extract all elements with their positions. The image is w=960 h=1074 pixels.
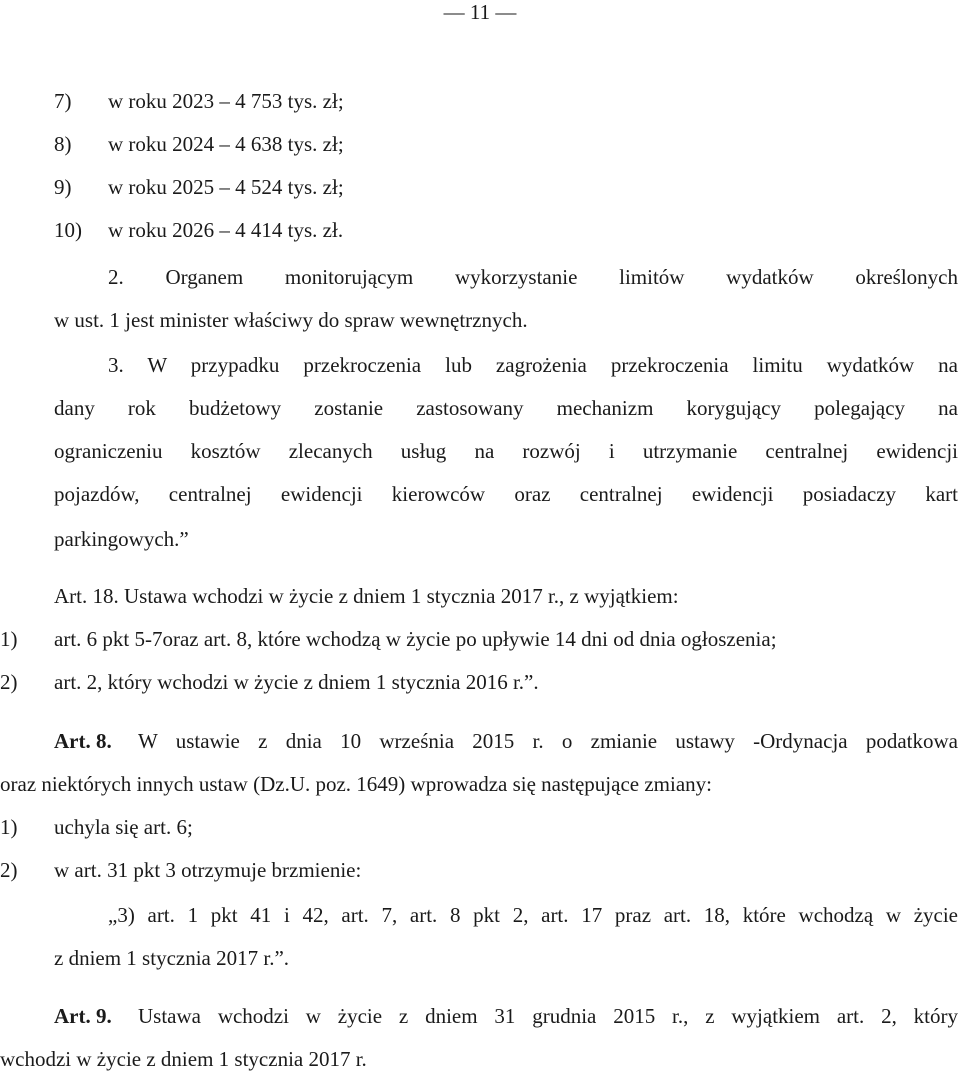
- art-18-line-1: Art. 18. Ustawa wchodzi w życie z dniem 1 stycznia 2017 r., z wyjątkiem:: [54, 584, 679, 608]
- art-8-line-1: [54, 729, 958, 753]
- quote-line-1: „3) art. 1 pkt 41 i 42, art. 7, art. 8 pkt 2, art. 17 praz art. 18, które wchodzą w życie: [108, 903, 958, 927]
- list-item-text: w art. 31 pkt 3 otrzymuje brzmienie:: [54, 858, 362, 882]
- art-8-line-1-text: W ustawie z dnia 10 września 2015 r. o zmianie ustawy -Ordynacja podatkowa: [138, 729, 958, 753]
- paragraph-3-line-5: parkingowych.”: [54, 527, 189, 551]
- art-9-line-2: wchodzi w życie z dniem 1 stycznia 2017 r.: [0, 1047, 367, 1071]
- art-8-line-2: oraz niektórych innych ustaw (Dz.U. poz. 1649) wprowadza się następujące zmiany:: [0, 772, 713, 796]
- list-item-number: 2): [0, 858, 18, 882]
- paragraph-3-line-2: dany rok budżetowy zostanie zastosowany mechanizm korygujący polegający na: [54, 396, 958, 420]
- list-item-number: 1): [0, 627, 18, 651]
- paragraph-3-line-3: ograniczeniu kosztów zlecanych usług na rozwój i utrzymanie centralnej ewidencji: [54, 439, 958, 463]
- list-item-text: art. 2, który wchodzi w życie z dniem 1 stycznia 2016 r.”.: [54, 670, 539, 694]
- art-9-line-1: [54, 1004, 958, 1028]
- list-item-number: 2): [0, 670, 18, 694]
- art-9-label: Art. 9.: [54, 1004, 112, 1028]
- list-item-text: w roku 2025 – 4 524 tys. zł;: [108, 175, 344, 199]
- page-header: — 11 —: [443, 0, 517, 24]
- art-8-label: Art. 8.: [54, 729, 112, 753]
- list-item-text: uchyla się art. 6;: [54, 815, 193, 839]
- paragraph-3-line-4: pojazdów, centralnej ewidencji kierowców oraz centralnej ewidencji posiadaczy kart: [54, 482, 958, 506]
- paragraph-2-line-1: 2. Organem monitorującym wykorzystanie limitów wydatków określonych: [108, 265, 958, 289]
- list-item-number: 7): [54, 89, 72, 113]
- list-item-number: 8): [54, 132, 72, 156]
- list-item-text: art. 6 pkt 5-7oraz art. 8, które wchodzą w życie po upływie 14 dni od dnia ogłoszenia;: [54, 627, 777, 651]
- list-item-text: w roku 2023 – 4 753 tys. zł;: [108, 89, 344, 113]
- art-9-line-1-text: Ustawa wchodzi w życie z dniem 31 grudnia 2015 r., z wyjątkiem art. 2, który: [138, 1004, 958, 1028]
- paragraph-3-line-1: 3. W przypadku przekroczenia lub zagrożenia przekroczenia limitu wydatków na: [108, 353, 958, 377]
- list-item-number: 9): [54, 175, 72, 199]
- quote-line-2: z dniem 1 stycznia 2017 r.”.: [54, 946, 290, 970]
- list-item-text: w roku 2026 – 4 414 tys. zł.: [108, 218, 344, 242]
- list-item-number: 1): [0, 815, 18, 839]
- list-item-number: 10): [54, 218, 82, 242]
- paragraph-2-line-2: w ust. 1 jest minister właściwy do spraw wewnętrznych.: [54, 308, 528, 332]
- list-item-text: w roku 2024 – 4 638 tys. zł;: [108, 132, 344, 156]
